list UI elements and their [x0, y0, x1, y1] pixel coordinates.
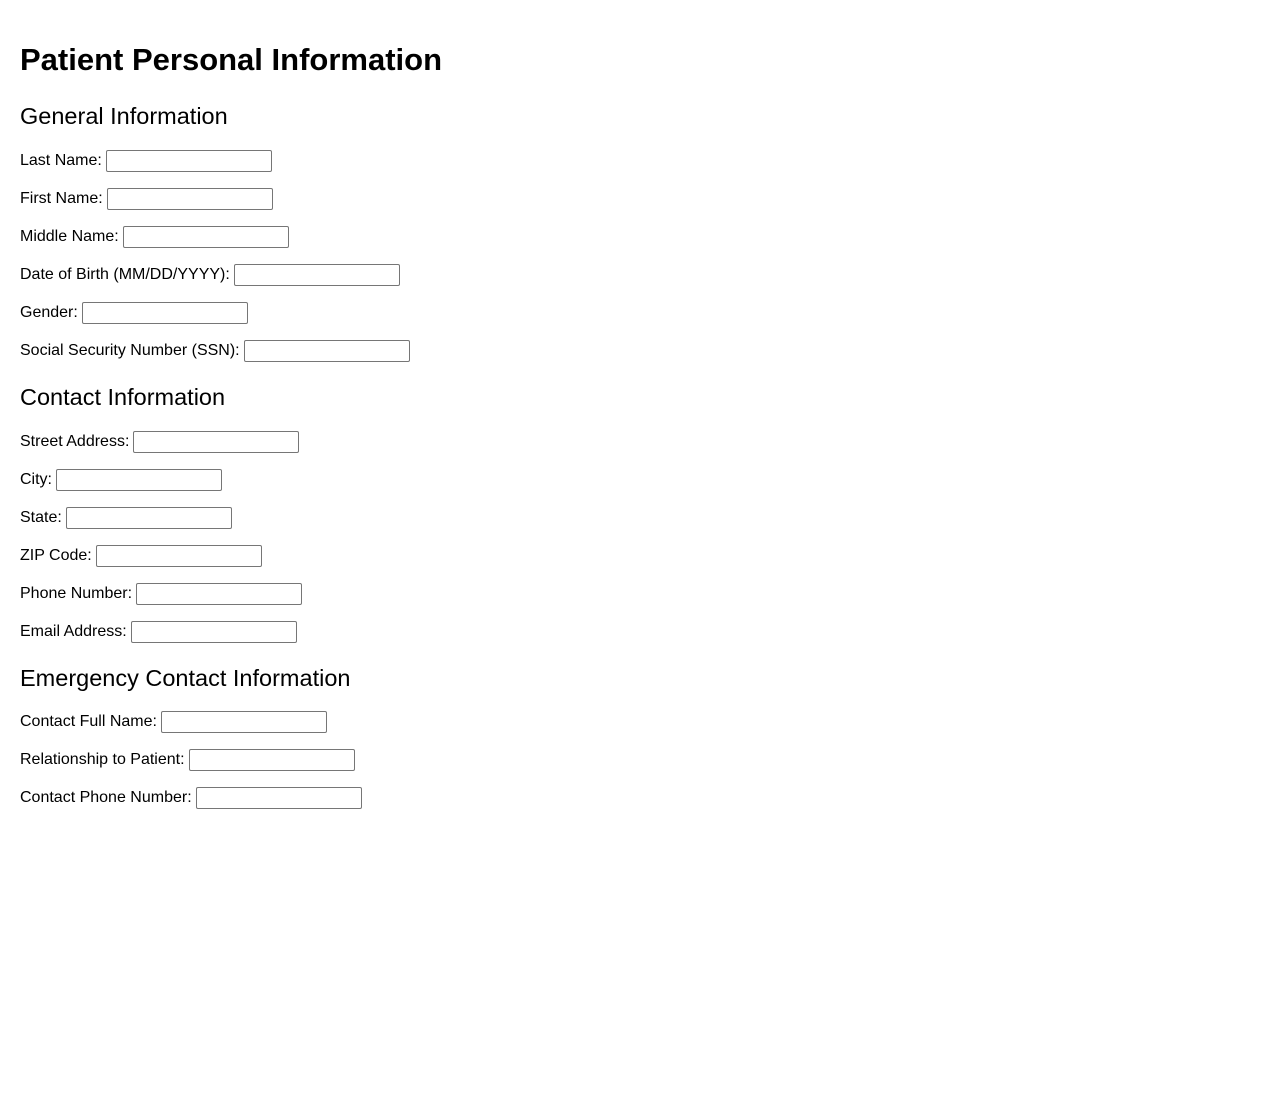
email-input[interactable] [131, 621, 297, 643]
page-title: Patient Personal Information [20, 42, 443, 77]
email-label: Email Address: [20, 623, 127, 640]
street-label: Street Address: [20, 433, 130, 450]
state-input[interactable] [66, 507, 232, 529]
first-name-input[interactable] [107, 188, 273, 210]
last-name-row [20, 149, 272, 173]
state-row [20, 506, 232, 530]
city-input[interactable] [56, 469, 222, 491]
first-name-row [20, 187, 273, 211]
state-label: State: [20, 509, 62, 526]
gender-row [20, 301, 248, 325]
phone-label: Phone Number: [20, 585, 133, 602]
street-input[interactable] [133, 431, 299, 453]
emergency-phone-label: Contact Phone Number: [20, 789, 192, 806]
middle-name-label: Middle Name: [20, 228, 119, 245]
dob-input[interactable] [234, 264, 400, 286]
first-name-label: First Name: [20, 190, 103, 207]
relationship-row [20, 748, 355, 772]
phone-row [20, 582, 302, 606]
gender-label: Gender: [20, 304, 78, 321]
zip-input[interactable] [96, 545, 262, 567]
middle-name-row [20, 225, 289, 249]
last-name-input[interactable] [106, 150, 272, 172]
relationship-input[interactable] [189, 749, 355, 771]
last-name-label: Last Name: [20, 152, 102, 169]
section-heading-contact: Contact Information [20, 384, 226, 410]
ssn-input[interactable] [244, 340, 410, 362]
emergency-name-label: Contact Full Name: [20, 713, 157, 730]
gender-input[interactable] [82, 302, 248, 324]
dob-label: Date of Birth (MM/DD/YYYY): [20, 266, 230, 283]
emergency-phone-input[interactable] [196, 787, 362, 809]
city-row [20, 468, 222, 492]
middle-name-input[interactable] [123, 226, 289, 248]
emergency-phone-row [20, 786, 362, 810]
dob-row [20, 263, 400, 287]
phone-input[interactable] [136, 583, 302, 605]
relationship-label: Relationship to Patient: [20, 751, 185, 768]
email-row [20, 620, 297, 644]
street-row [20, 430, 299, 454]
emergency-name-input[interactable] [161, 711, 327, 733]
city-label: City: [20, 471, 52, 488]
zip-row [20, 544, 262, 568]
emergency-name-row [20, 710, 327, 734]
section-heading-general: General Information [20, 103, 228, 129]
section-heading-emergency: Emergency Contact Information [20, 665, 351, 691]
zip-label: ZIP Code: [20, 547, 92, 564]
ssn-label: Social Security Number (SSN): [20, 342, 240, 359]
ssn-row [20, 339, 410, 363]
